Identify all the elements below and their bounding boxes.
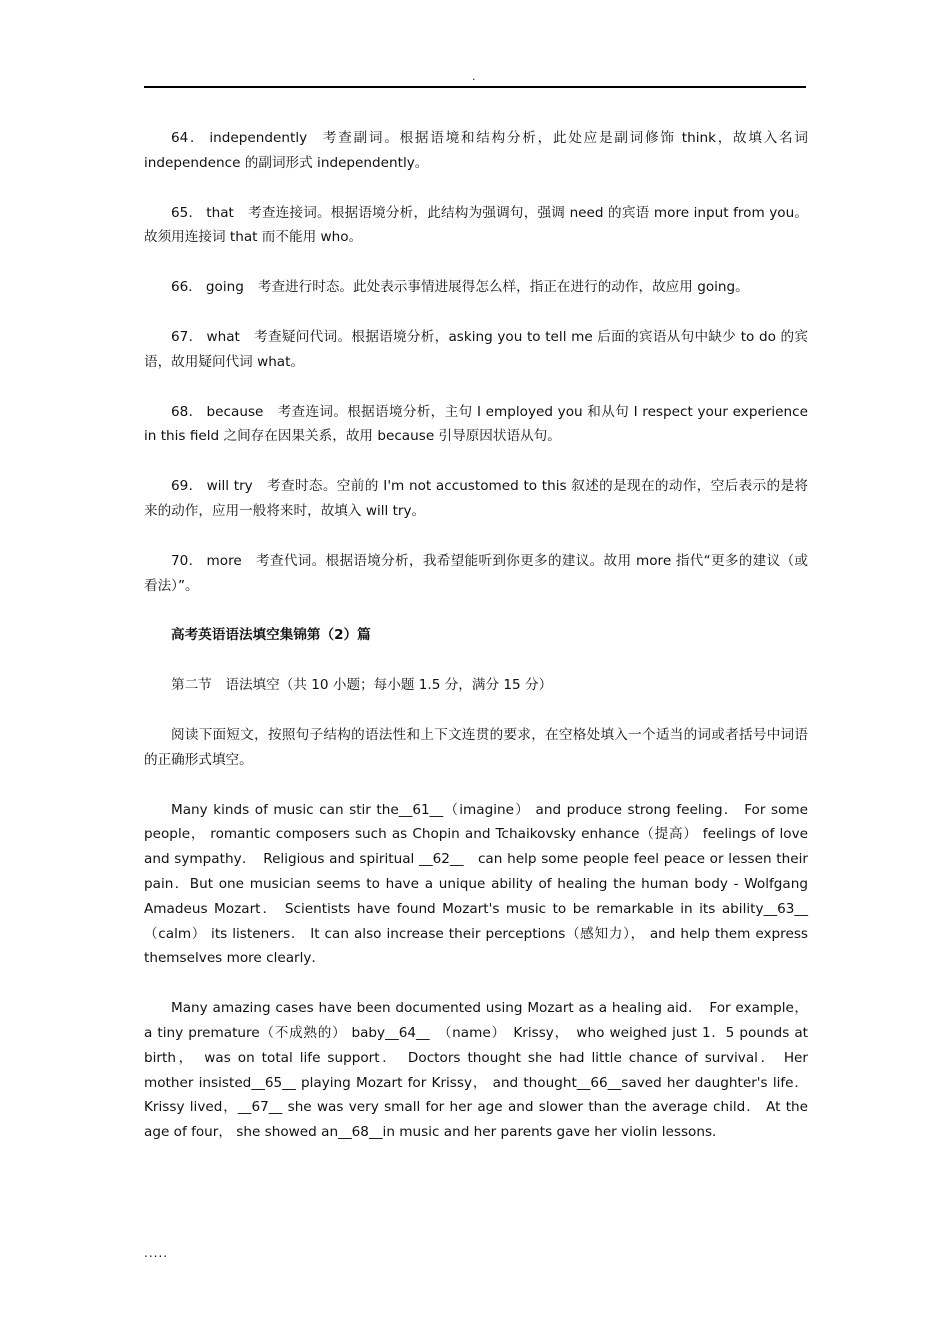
answer-word: that [206, 204, 234, 221]
answer-number: 65． [171, 204, 203, 221]
answer-word: independently [209, 130, 308, 146]
answer-number: 66． [171, 279, 202, 296]
footer-dots: ..... [144, 1246, 169, 1260]
answer-number: 64． [171, 130, 206, 146]
answer-paragraph [144, 549, 808, 599]
header-dot: . [472, 70, 476, 83]
answer-paragraph [144, 126, 808, 176]
answer-paragraph [144, 400, 808, 450]
header-rule [144, 86, 806, 88]
answer-word: what [206, 328, 240, 345]
answer-explanation: 考查时态。空前的 I'm not accustomed to this 叙述的是现在的动作，空后表示的是将来的动作，应用一般将来时，故填入 will try。 [144, 478, 808, 519]
answer-explanation: 考查连词。根据语境分析，主句 I employed you 和从句 I respect your experience in this field 之间存在因果关系，故用 because 引导原因状语从句。 [144, 403, 808, 445]
answer-word: will try [206, 478, 253, 495]
answer-word: more [206, 552, 242, 569]
answer-paragraph [144, 325, 808, 375]
answer-word: because [206, 403, 264, 420]
section-title: 高考英语语法填空集锦第（2）篇 [171, 627, 371, 644]
answer-number: 70． [171, 552, 203, 569]
instructions: 阅读下面短文，按照句子结构的语法性和上下文连贯的要求，在空格处填入一个适当的词或者括号中词语的正确形式填空。 [144, 726, 808, 768]
answer-number: 67． [171, 328, 203, 345]
passage-paragraph: Many amazing cases have been documented using Mozart as a healing aid． For example， a tiny premature（不成熟的） baby__64__ （name） Krissy， who weighed just 1．5 pounds at birth， was on total life support． Doctors thought she had little chance of survival． Her mother insisted__65__ playing Mozart for Krissy， and thought__66__saved her daughter's life． Krissy lived，__67__ she was very small for her age and slower than the average child． At the age of four， she showed an__68__in music and her parents gave her violin lessons． [144, 1000, 808, 1141]
answer-word: going [205, 279, 244, 296]
answer-explanation: 考查进行时态。此处表示事情进展得怎么样，指正在进行的动作，故应用 going。 [257, 279, 749, 296]
answer-explanation: 考查疑问代词。根据语境分析，asking you to tell me 后面的宾语从句中缺少 to do 的宾语，故用疑问代词 what。 [144, 328, 808, 370]
section-heading: 第二节 语法填空（共 10 小题；每小题 1.5 分，满分 15 分） [171, 677, 553, 694]
answer-explanation: 考查代词。根据语境分析，我希望能听到你更多的建议。故用 more 指代“更多的建议（或看法）”。 [144, 552, 808, 594]
answer-number: 68． [171, 403, 203, 420]
answer-explanation: 考查副词。根据语境和结构分析，此处应是副词修饰 think，故填入名词 independence 的副词形式 independently。 [144, 130, 808, 171]
passage-paragraph: Many kinds of music can stir the__61__（imagine） and produce strong feeling． For some people， romantic composers such as Chopin and Tchaikovsky enhance（提高） feelings of love and sympathy． Religious and spiritual __62__ can help some people feel peace or lessen their pain．But one musician seems to have a unique ability of healing the human body - Wolfgang Amadeus Mozart． Scientists have found Mozart's music to be remarkable in its ability__63__（calm） its listeners． It can also increase their perceptions（感知力）， and help them express themselves more clearly． [144, 801, 808, 967]
answer-number: 69． [171, 478, 203, 495]
answer-paragraph [144, 474, 808, 524]
answer-paragraph [144, 201, 808, 251]
answer-explanation: 考查连接词。根据语境分析，此结构为强调句，强调 need 的宾语 more input from you。故须用连接词 that 而不能用 who。 [144, 204, 808, 246]
answer-paragraph [144, 275, 808, 300]
document-body [144, 126, 808, 1170]
